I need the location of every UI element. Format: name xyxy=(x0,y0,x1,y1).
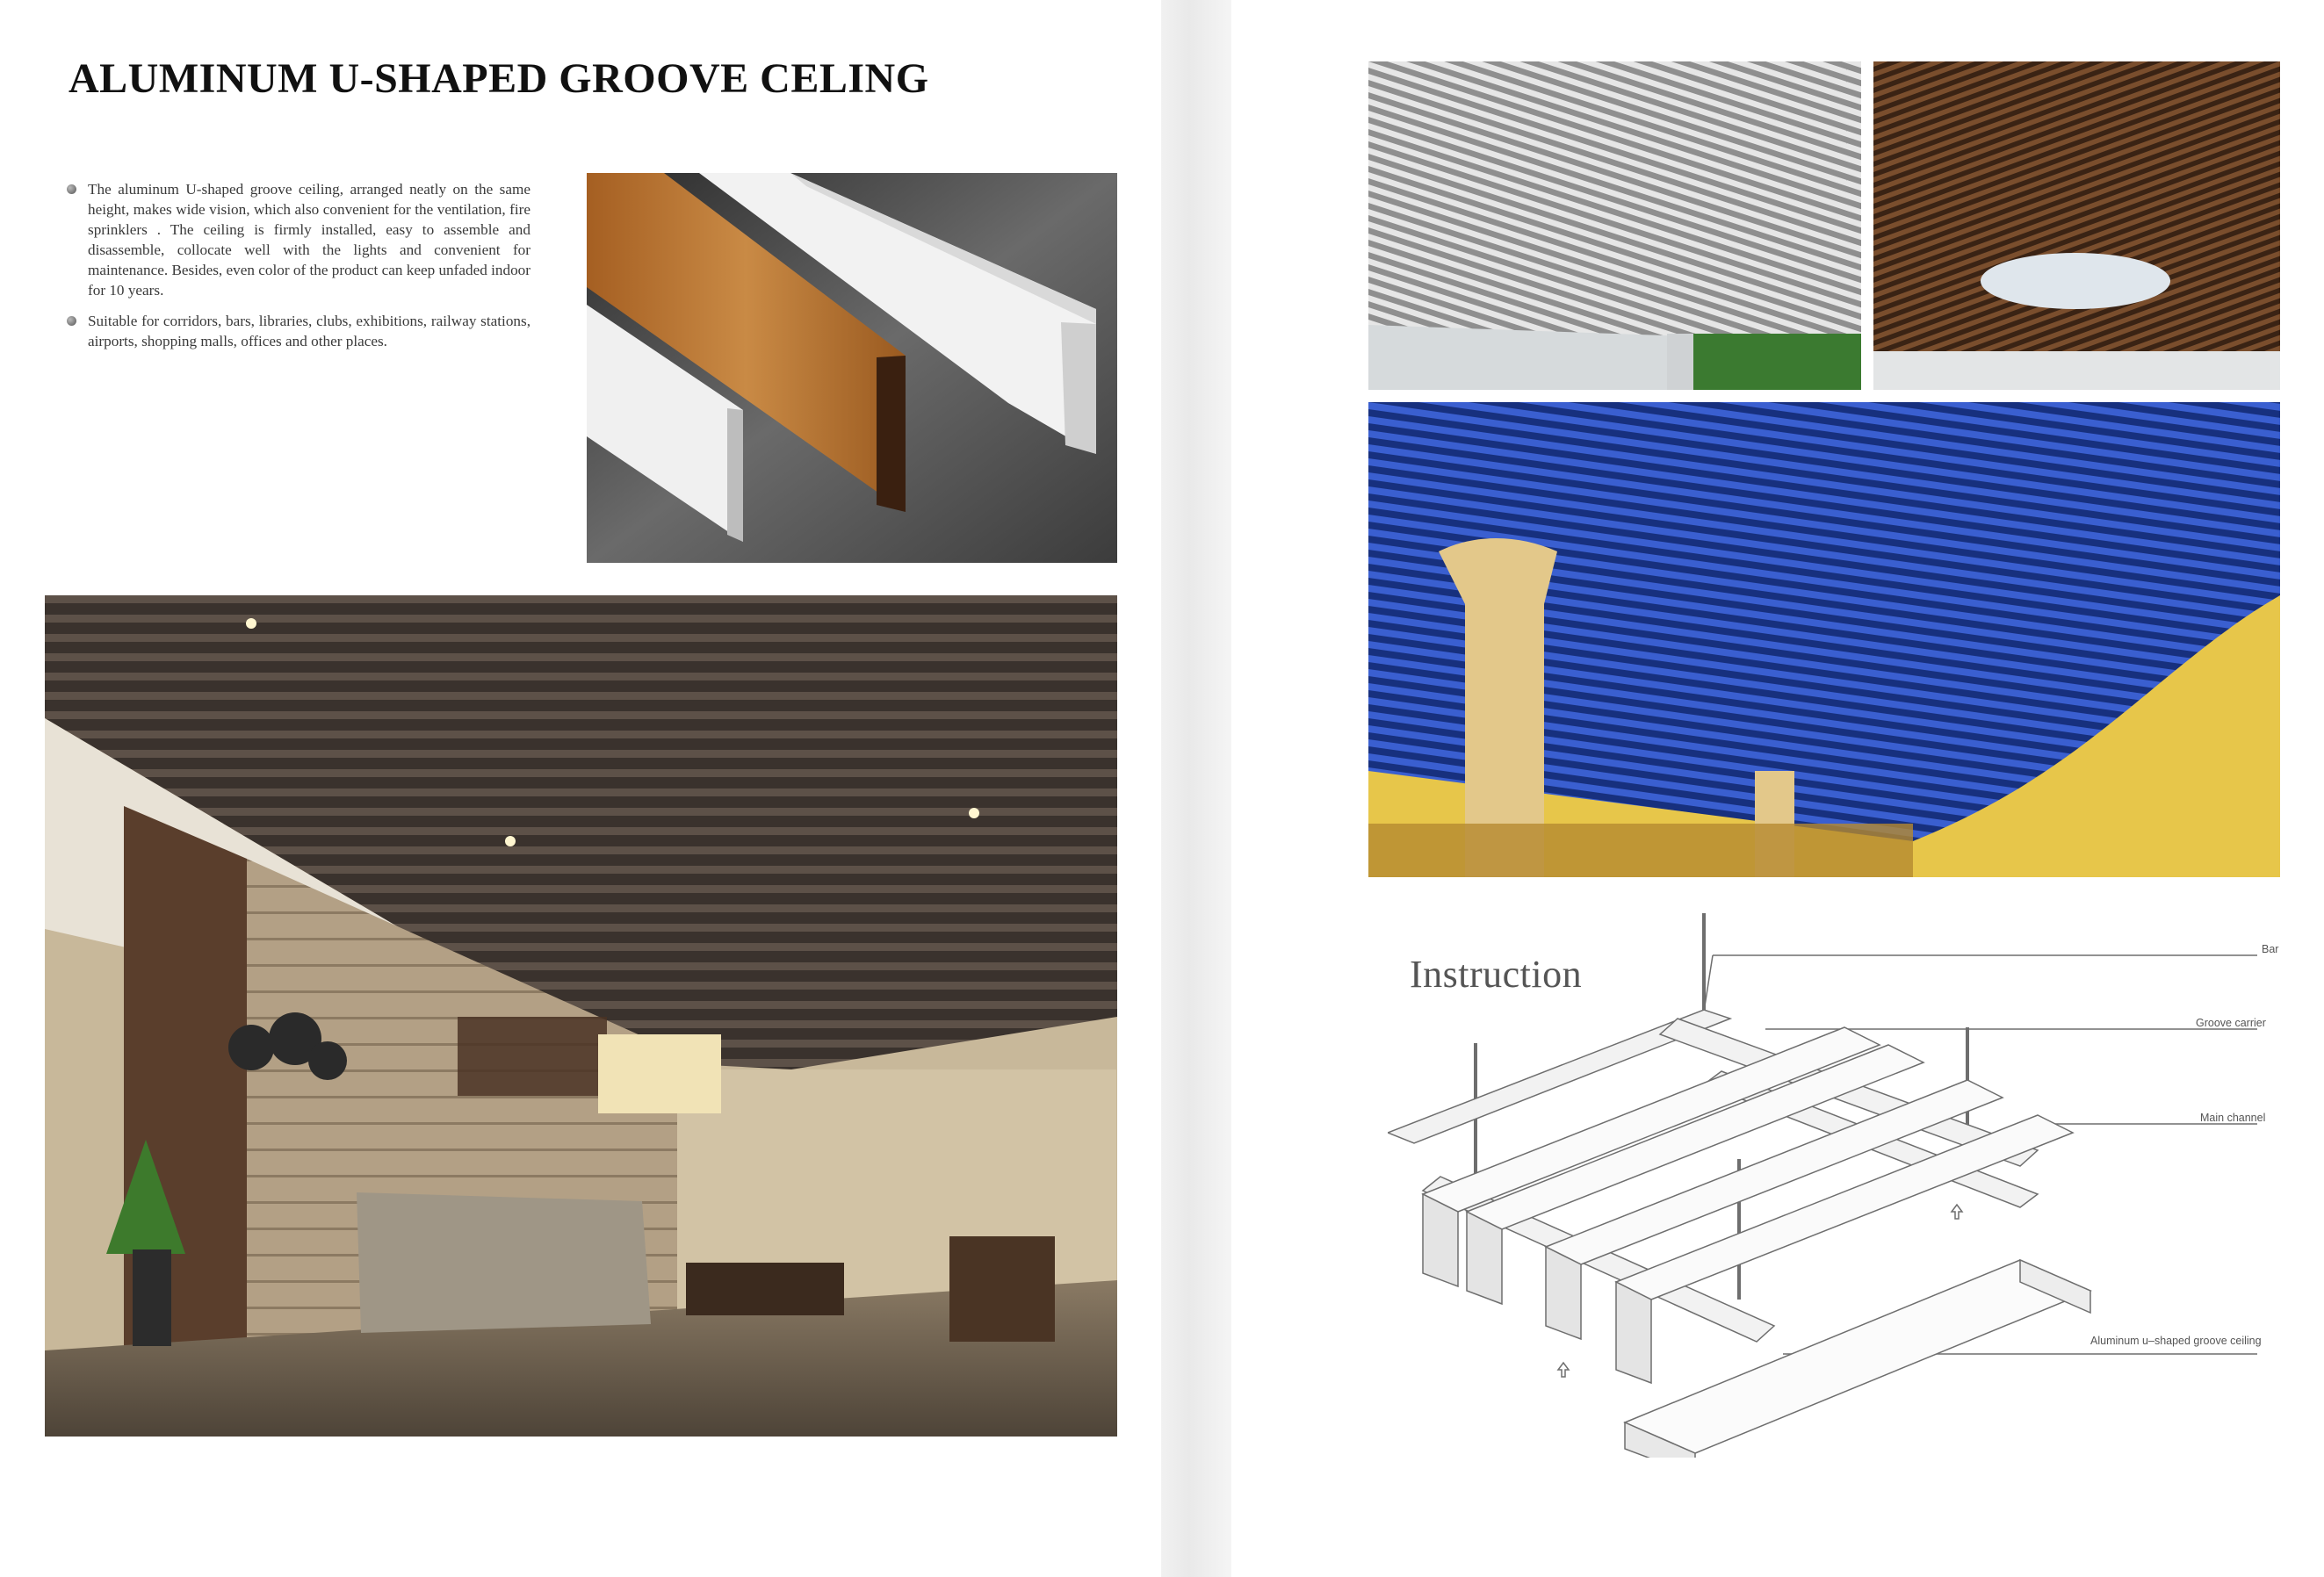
feature-item-2 xyxy=(65,311,530,351)
main-channel-label: Main channel xyxy=(2200,1112,2266,1124)
blue-curved-ceiling-photo xyxy=(1368,402,2280,877)
wood-slat-ceiling-photo xyxy=(1873,61,2280,390)
product-profiles-photo xyxy=(587,173,1117,563)
grey-slat-ceiling-photo xyxy=(1368,61,1861,390)
lobby-photo xyxy=(45,595,1117,1437)
ceiling-profile-label: Aluminum u–shaped groove ceiling xyxy=(2090,1335,2262,1347)
feature-item-1 xyxy=(65,179,530,300)
feature-text-1: The aluminum U-shaped groove ceiling, arranged neatly on the same height, makes wide vision, which also convenient for the ventilation, fire sprinklers . The ceiling is firmly installed, easy to assemble and disassemble, collocate well with the lights and convenient for maintenance. Besides, even color of the product can keep unfaded indoor for 10 years. xyxy=(88,181,530,299)
instruction-title: Instruction xyxy=(1410,953,1583,996)
feature-text-2: Suitable for corridors, bars, libraries, clubs, exhibitions, railway stations, airports, shopping malls, offices and other places. xyxy=(88,313,530,349)
bar-label: Bar xyxy=(2262,943,2279,955)
book-gutter xyxy=(1161,0,1231,1577)
feature-list xyxy=(65,179,530,362)
bullet-icon xyxy=(67,184,76,194)
page-title: ALUMINUM U-SHAPED GROOVE CELING xyxy=(69,55,929,102)
bullet-icon xyxy=(67,316,76,326)
installation-diagram xyxy=(1388,913,2284,1458)
groove-carrier-label: Groove carrier xyxy=(2196,1017,2266,1029)
